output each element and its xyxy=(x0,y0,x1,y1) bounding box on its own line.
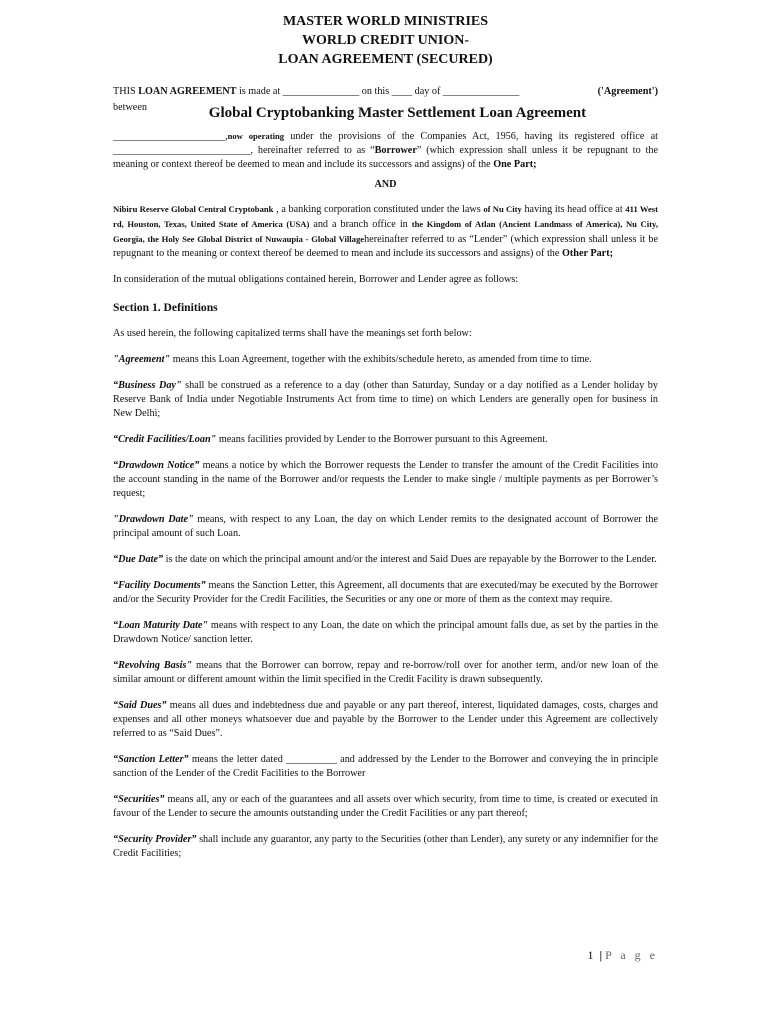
definition-item xyxy=(113,433,658,447)
agreement-tag: ('Agreement') xyxy=(597,86,658,97)
page-label: P a g e xyxy=(605,948,658,962)
definition-term: “Due Date” xyxy=(113,554,164,565)
definitions-intro: As used herein, the following capitalized terms shall have the meanings set forth below: xyxy=(113,328,472,339)
section-1-title: Section 1. Definitions xyxy=(113,301,218,314)
definition-item xyxy=(113,619,658,647)
definition-term: "Drawdown Date" xyxy=(113,514,194,525)
definition-item xyxy=(113,659,658,687)
header-line-1: MASTER WORLD MINISTRIES xyxy=(282,14,489,29)
definition-term: “Revolving Basis" xyxy=(113,660,193,671)
definition-item xyxy=(113,833,658,861)
definition-item xyxy=(113,793,658,821)
definition-term: “Facility Documents” xyxy=(113,580,206,591)
lender-paragraph: Nibiru Reserve Global Central Cryptobank , a banking corporation constituted under the laws of Nu City having its head office at 411 West rd, Houston, Texas, United State of America (USA) and a branch office in the Kingdom of Atlan (Ancient Landmass of America), Nu City, Georgia, the Holy See Global District of Nuwaupia - Global Villagehereinafter referred to as “Lender” (which expression shall unless it be repugnant to the meaning or context thereof be deemed to mean and include its successors and assigns) of the Other Part; xyxy=(113,204,658,259)
definition-text: means facilities provided by Lender to the Borrower pursuant to this Agreement. xyxy=(216,434,548,445)
page-number: 1 xyxy=(587,948,597,962)
definitions-list xyxy=(113,353,658,861)
definition-term: “Drawdown Notice” xyxy=(113,460,200,471)
definition-text: means that the Borrower can borrow, repay and re-borrow/roll over for another term, and/or new loan of the similar amount or different amount within the limit specified in the Credit Facility is drawn subsequently. xyxy=(113,660,658,685)
page-separator: | xyxy=(599,948,603,962)
definition-text: means, with respect to any Loan, the day on which Lender remits to the designated account of Borrower the principal amount of such Loan. xyxy=(113,514,658,539)
definition-term: “Security Provider” xyxy=(113,834,197,845)
loan-agreement-bold: LOAN AGREEMENT xyxy=(138,86,237,97)
definition-term: “Credit Facilities/Loan" xyxy=(113,434,217,445)
definition-item xyxy=(113,379,658,421)
definition-term: “Said Dues” xyxy=(113,700,167,711)
header-line-2: WORLD CREDIT UNION- xyxy=(302,33,469,48)
definition-item xyxy=(113,753,658,781)
header-line-3: LOAN AGREEMENT (SECURED) xyxy=(278,52,493,67)
made-at-text: THIS LOAN AGREEMENT is made at _______________ on this ____ day of _______________ xyxy=(113,86,520,97)
agreement-made-line xyxy=(113,85,658,99)
definition-text: shall include any guarantor, any party to the Securities (other than Lender), any surety or any indemnifier for the Credit Facilities; xyxy=(113,834,658,859)
definition-text: means the letter dated __________ and addressed by the Lender to the Borrower and conveying the in principle sanction of the Lender of the Credit Facilities to the Borrower xyxy=(113,754,658,779)
definition-text: means the Sanction Letter, this Agreement, all documents that are executed/may be executed by the Borrower and/or the Security Provider for the Credit Facilities, the Securities or any one or more of them as the context may require. xyxy=(113,580,658,605)
consideration-paragraph: In consideration of the mutual obligations contained herein, Borrower and Lender agree as follows: xyxy=(113,274,519,285)
definition-term: “Sanction Letter” xyxy=(113,754,189,765)
definition-term: “Securities” xyxy=(113,794,165,805)
borrower-paragraph: ______________________,now operating under the provisions of the Companies Act, 1956, having its registered office at ___________________________, hereinafter referred to as “Borrower” (which expression shall unless it be repugnant to the meaning or context thereof be deemed to mean and include its successors and assigns) of the One Part; xyxy=(113,131,658,170)
definition-term: “Business Day" xyxy=(113,380,182,391)
page-footer xyxy=(587,948,658,963)
definition-text: means this Loan Agreement, together with the exhibits/schedule hereto, as amended from time to time. xyxy=(170,354,592,365)
definition-term: "Agreement" xyxy=(113,354,171,365)
definition-text: means a notice by which the Borrower requests the Lender to transfer the amount of the Credit Facilities into the account standing in the name of the Borrower and/or requests the Lender to make single / multiple payments as per Borrower’s request; xyxy=(113,460,659,499)
between-row xyxy=(113,101,658,123)
definition-text: means all, any or each of the guarantees and all assets over which security, from time to time, is created or executed in favour of the Lender to secure the amounts outstanding under the Credit Facilities or any part thereof; xyxy=(113,794,658,819)
and-separator: AND xyxy=(374,179,397,190)
definition-item xyxy=(113,353,658,367)
between-label: between xyxy=(113,102,147,113)
definition-term: “Loan Maturity Date" xyxy=(113,620,209,631)
agreement-subtitle: Global Cryptobanking Master Settlement Loan Agreement xyxy=(208,105,587,121)
definition-item xyxy=(113,513,658,541)
document-body xyxy=(113,12,658,873)
definition-item xyxy=(113,553,658,567)
definition-text: is the date on which the principal amount and/or the interest and Said Dues are repayable by the Borrower to the Lender. xyxy=(163,554,657,565)
definition-text: means all dues and indebtedness due and payable or any part thereof, interest, liquidated damages, costs, charges and expenses and all other moneys whatsoever due and payable by the Borrower to the Lender under this Agreement are collectively referred to as “Said Dues”. xyxy=(113,700,658,739)
definition-item xyxy=(113,699,658,741)
definition-item xyxy=(113,459,658,501)
definition-item xyxy=(113,579,658,607)
definition-text: shall be construed as a reference to a day (other than Saturday, Sunday or a day notified as a Lender holiday by Reserve Bank of India under Negotiable Instruments Act from time to time) on which Lenders are generally open for business in New Delhi; xyxy=(113,380,658,419)
definition-text: means with respect to any Loan, the date on which the principal amount falls due, as set by the parties in the Drawdown Notice/ sanction letter. xyxy=(113,620,658,645)
